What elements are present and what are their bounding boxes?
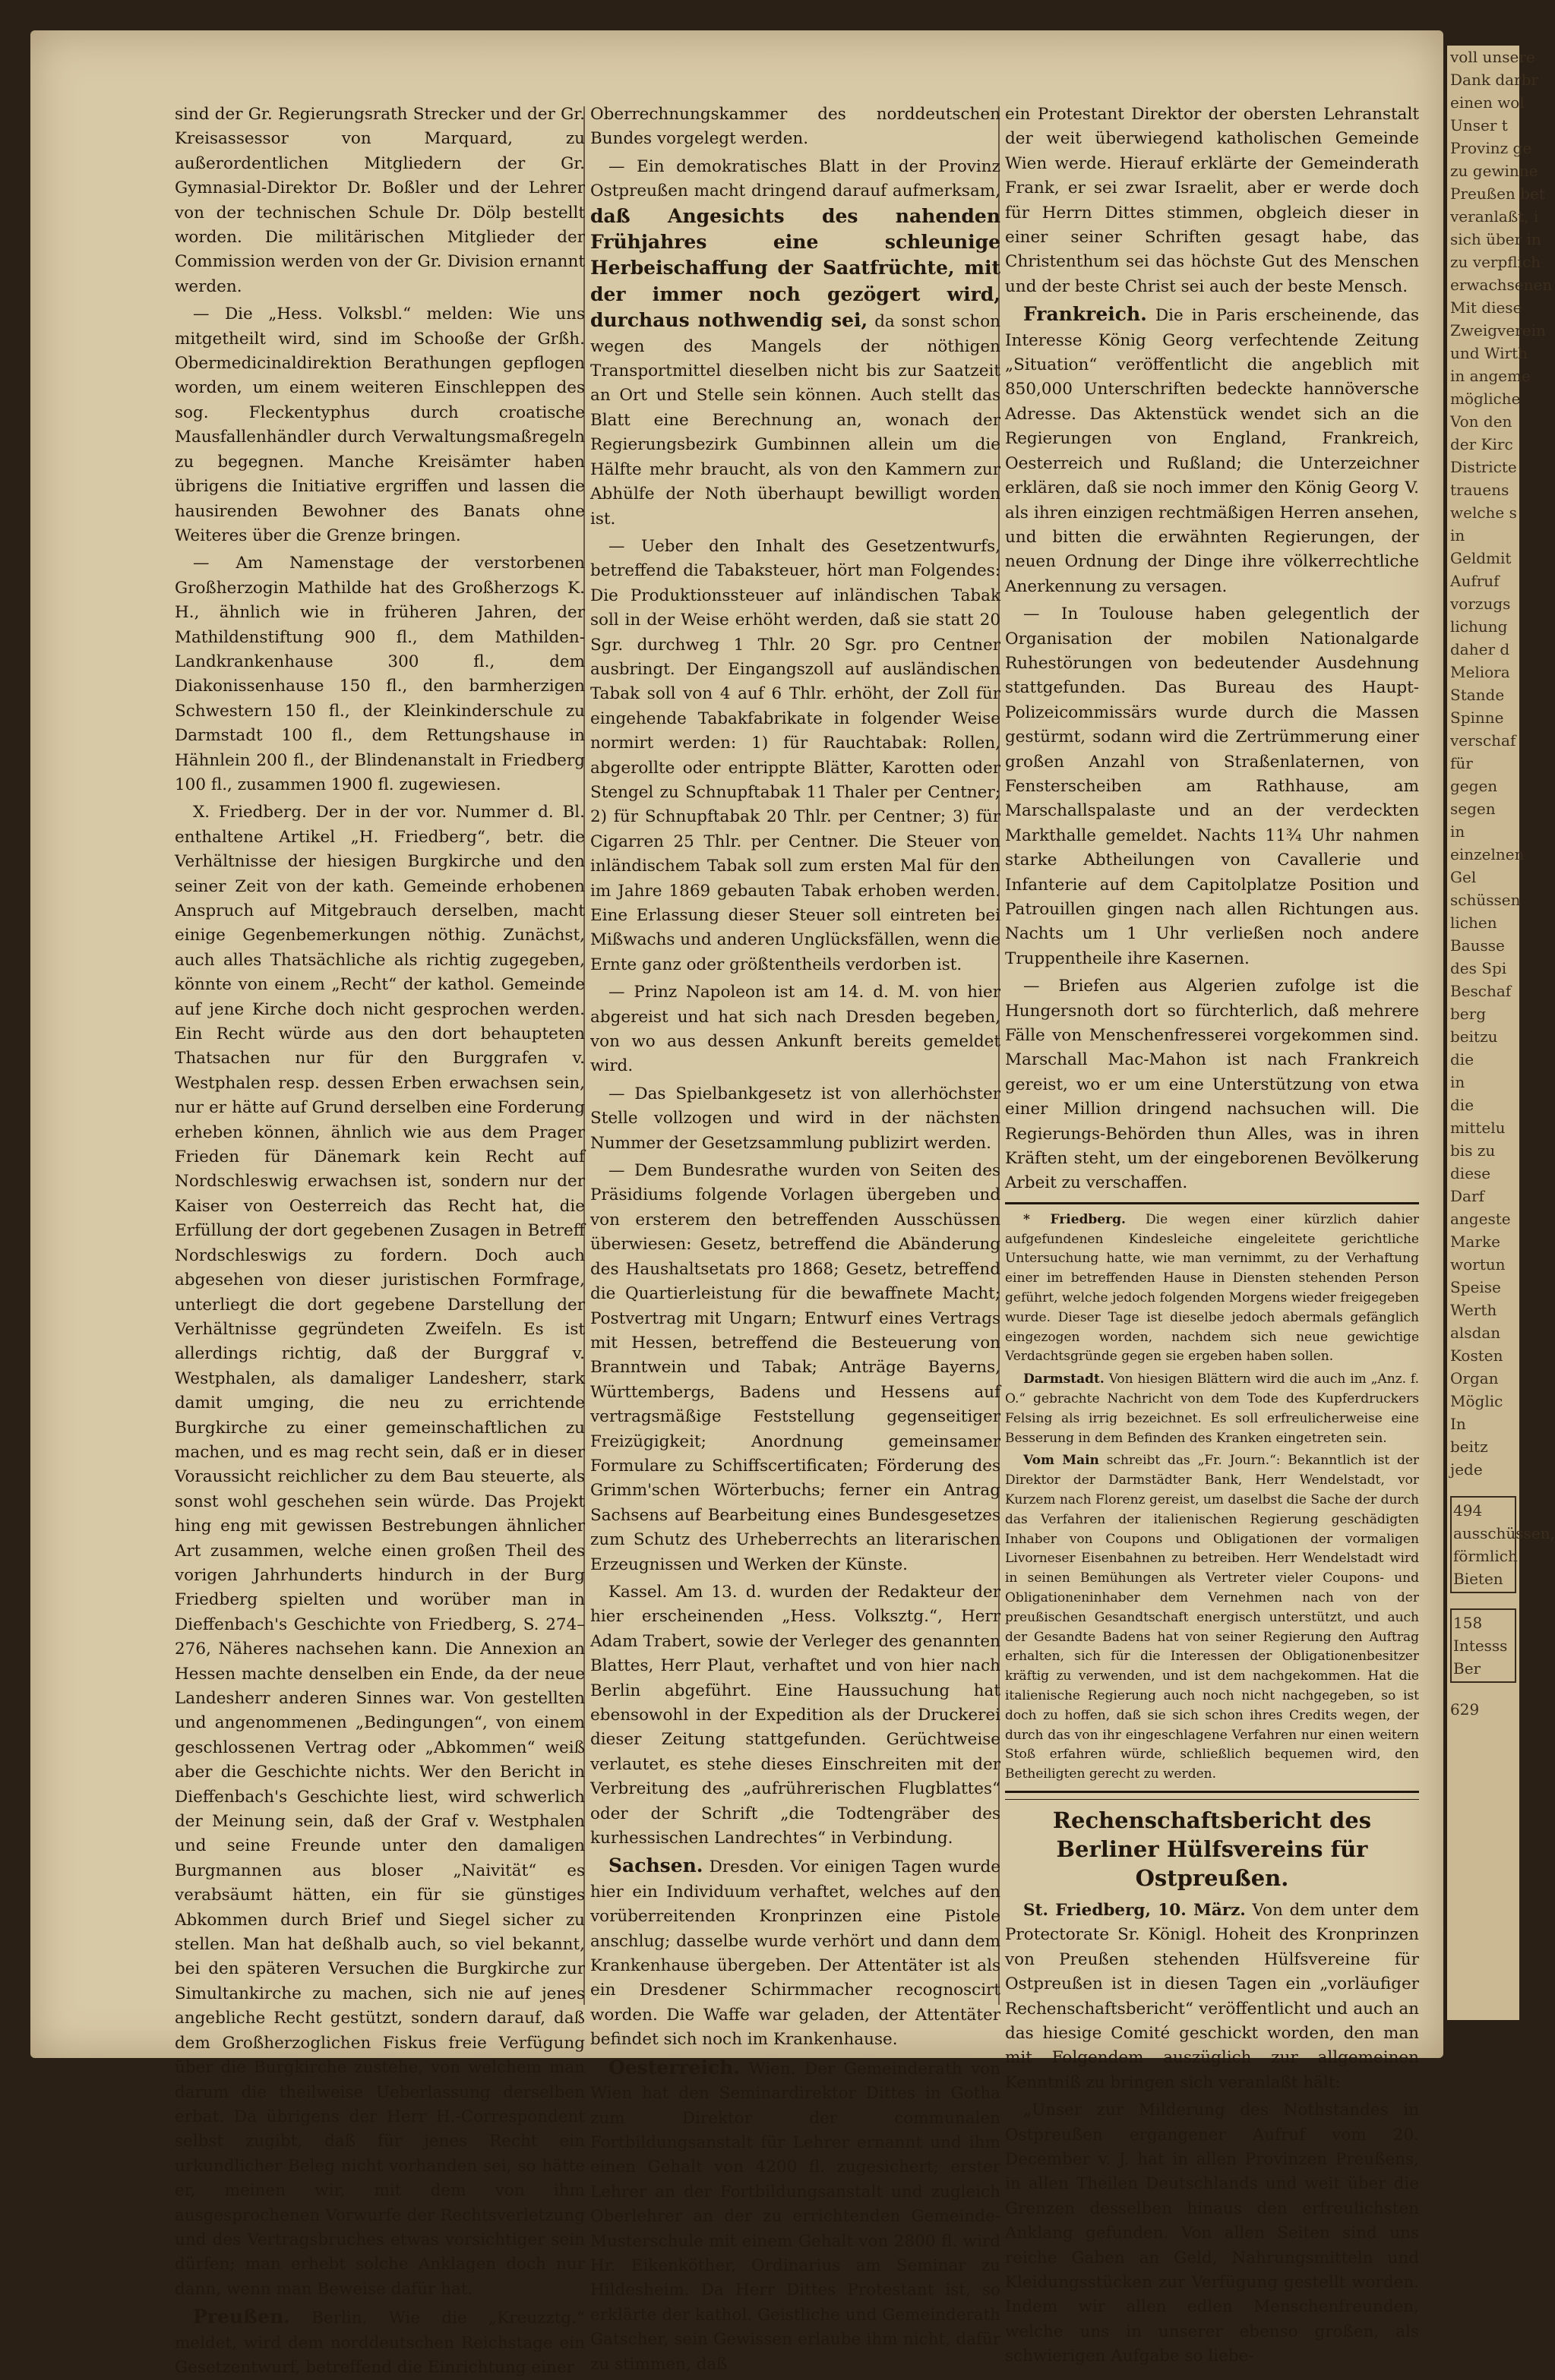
adjacent-page-line: in <box>1450 526 1465 544</box>
adjacent-page-line: vorzugs <box>1450 595 1511 613</box>
adjacent-page-line: Dank darbr <box>1450 71 1538 89</box>
adjacent-page-line: lichen <box>1450 914 1497 932</box>
article-paragraph: Kassel. Am 13. d. wurden der Redakteur der hier erscheinenden „Hess. Volksztg.“, Herr Adam Trabert, sowie der Verleger des genannten Blattes, Herr Plaut, verhaftet und von hier nach Berlin abgeführt. Eine Haussuchung hat ebensowohl in der Expedition als der Druckerei dieser Zeitung stattgefunden. Gerüchtweise verlautet, es stehe dieses Einschreiten mit der Verbreitung des „aufrührerischen Flugblattes“ oder der Schrift „die Todtengräber des kurhessischen Landrechtes“ in Verbindung. <box>590 1582 1000 1848</box>
adjacent-page-line: Möglic <box>1450 1392 1503 1410</box>
emphasized-text: daß Angesichts des nahenden Frühjahres eine schleunige Herbeischaffung der Saatfrüchte, mit der immer noch gezögert wird, durchaus nothwendig sei, <box>590 204 1000 332</box>
adjacent-page-line: daher d <box>1450 640 1510 658</box>
adjacent-page-line: angeste <box>1450 1210 1511 1228</box>
adjacent-page-line: Darf <box>1450 1187 1484 1205</box>
adjacent-page-line: segen <box>1450 800 1496 818</box>
article-paragraph <box>590 1854 1000 2052</box>
article-paragraph <box>1005 1899 1419 2095</box>
adjacent-page-line: Stande <box>1450 686 1505 704</box>
article-paragraph: — Ueber den Inhalt des Gesetzentwurfs, betreffend die Tabaksteuer, hört man Folgendes: Die Produktionssteuer auf inländischen Tabak soll in der Weise erhöht werden, daß sie statt 20 Sgr. durchweg 1 Thlr. 20 Sgr. pro Centner ausbringt. Der Eingangszoll auf ausländischen Tabak soll von 4 auf 6 Thlr. erhöht, der Zoll für eingehende Tabakfabrikate in folgender Weise normirt werden: 1) für Rauchtabak: Rollen, abgerollte oder entrippte Blätter, Karotten oder Stengel zu Schnupftabak 11 Thaler per Centner; 2) für Schnupftabak 20 Thlr. per Centner; 3) für Cigarren 25 Thlr. per Centner. Die Steuer von inländischem Tabak soll zum ersten Mal für den im Jahre 1869 gebauten Tabak erhoben werden. Eine Erlassung dieser Steuer soll eintreten bei Mißwachs und anderen Unglücksfällen, wenn die Ernte ganz oder größtentheils verdorben ist. <box>590 536 1000 974</box>
adjacent-page-line: sich über in <box>1450 230 1541 248</box>
adjacent-page-line: in <box>1450 1073 1465 1091</box>
article-paragraph: — Briefen aus Algerien zufolge ist die Hungersnoth dort so fürchterlich, daß mehrere Fälle von Menschenfresserei vorgekommen sind. Marschall Mac-Mahon ist nach Frankreich gereist, wo er um eine Unterstützung von etwa einer Million dringend nachsuchen will. Die Regierungs-Behörden thun Alles, was in ihren Kräften steht, um der eingeborenen Bevölkerung Arbeit zu verschaffen. <box>1005 977 1419 1193</box>
adjacent-page-line: In <box>1450 1415 1466 1433</box>
adjacent-page-line: voll unsere <box>1450 48 1535 66</box>
news-item <box>1005 1370 1419 1448</box>
article-text: Wien. Der Gemeinderath von Wien hat den Seminardirektor Dittes in Gotha zum Direktor der communalen Fortbildungsanstalt für Lehrer ernannt und ihm einen Gehalt von 4200 fl. zugesichert; erster Lehrer an der Fortbildungsanstalt und zugleich Oberlehrer an der zu errichtenden Gemeinde-Musterschule mit einem Gehalt von 2800 fl. wird Hr. Eikenköther, Ordinarius am Seminar zu Hildesheim. Da Herr Dittes Protestant ist, so erklärte der kathol. Geistliche und Gemeinderath Gatscher, sein Gewissen erlaube ihm nicht, dafür zu stimmen, daß <box>590 2059 1001 2374</box>
adjacent-page-line: Werth <box>1450 1301 1497 1319</box>
article-paragraph: — Dem Bundesrathe wurden von Seiten des Präsidiums folgende Vorlagen übergeben und von ersterem den betreffenden Ausschüssen überwiesen: Gesetz, betreffend die Abänderung des Haushaltsetats pro 1868; Gesetz, betreffend die Quartierleistung für die bewaffnete Macht; Postvertrag mit Ungarn; Entwurf eines Vertrags mit Hessen, betreffend die Besteuerung von Branntwein und Tabak; Anträge Bayerns, Württembergs, Badens und Hessens auf vertragsmäßige Feststellung gegenseitiger Freizügigkeit; Anordnung gemeinsamer Formulare zu Schiffscertificaten; Förderung des Grimm'schen Wörterbuchs; ferner ein Antrag Sachsens auf Bearbeitung eines Bundesgesetzes zum Schutz des Urheberrechts an literarischen Erzeugnissen und Werken der Künste. <box>590 1161 1000 1574</box>
adjacent-page-strip <box>1447 46 1555 2020</box>
news-heading: Vom Main <box>1023 1453 1099 1469</box>
adjacent-page-line: für <box>1450 754 1473 772</box>
adjacent-page-line: in angeme <box>1450 367 1531 385</box>
article-paragraph: ein Protestant Direktor der obersten Lehranstalt der weit überwiegend katholischen Gemeinde Wien werde. Hierauf erklärte der Gemeinderath Frank, er sei zwar Israelit, aber er werde doch für Herrn Dittes stimmen, obgleich dieser in einer seiner Schriften gesagt habe, das Christenthum sei das höchste Gut des Menschen und der beste Christ sei auch der beste Mensch. <box>1005 105 1419 296</box>
adjacent-page-line: veranlaßt, i <box>1450 207 1539 226</box>
article-paragraph: X. Friedberg. Der in der vor. Nummer d. Bl. enthaltene Artikel „H. Friedberg“, betr. die Verhältnisse der hiesigen Burgkirche und den seiner Zeit von der kath. Gemeinde erhobenen Anspruch auf Mitgebrauch derselben, macht einige Gegenbemerkungen nöthig. Zunächst, auch alles Thatsächliche als richtig zugegeben, könnte von einem „Recht“ der kathol. Gemeinde auf jene Kirche doch nicht gesprochen werden. Ein Recht würde aus den dort behaupteten Thatsachen nur für den Burggrafen v. Westphalen resp. dessen Erben erwachsen sein, nur er hätte auf Grund derselben eine Forderung erheben können, ähnlich wie aus dem Prager Frieden für Dänemark kein Recht auf Nordschleswig erwachsen ist, sondern nur der Kaiser von Oesterreich das Recht hat, die Erfüllung der dort gegebenen Zusagen in Betreff Nordschleswigs zu fordern. Doch auch abgesehen von dieser juristischen Formfrage, unterliegt die dort gegebene Darstellung der Verhältnisse gegründeten Zweifeln. Es ist allerdings richtig, daß der Burggraf v. Westphalen, als damaliger Landesherr, stark damit umging, die neu zu errichtende Burgkirche zu einer gemeinschaftlichen zu machen, und es mag recht sein, daß er in dieser Voraussicht reichlicher zu dem Bau steuerte, als sonst wohl geschehen sein würde. Das Projekt hing eng mit gewissen Bestrebungen ähnlicher Art zusammen, welche einen großen Theil des vorigen Jahrhunderts hindurch in der Burg Friedberg spielten und worüber man in Dieffenbach's Geschichte von Friedberg, S. 274–276, Näheres nachsehen kann. Die Annexion an Hessen machte denselben ein Ende, da der neue Landesherr anderen Sinnes war. Von gestellten und angenommenen „Bedingungen“, von einem geschlossenen Vertrag oder „Abkommen“ weiß aber die Geschichte nichts. Wer den Bericht in Dieffenbach's Geschichte liest, wird schwerlich der Meinung sein, daß der Graf v. Westphalen und seine Freunde unter den damaligen Burgmannen aus bloser „Naivität“ es verabsäumt hätten, ein für sie günstiges Abkommen durch Brief und Siegel sicher zu stellen. Man hat deßhalb auch, so viel bekannt, bei den späteren Versuchen die Burgkirche zur Simultankirche zu machen, sich nie auf jenes angebliche Recht gestützt, sondern darauf, daß dem Großherzoglichen Fiskus freie Verfügung über die Burgkirche zustehe, von welchem man darum die theilweise Ueberlassung derselben erbat. Da übrigens der Herr H.-Correspondent selbst zugibt, daß für jenes Recht ein urkundlicher Beleg nicht vorhanden sei, so hätte er, meinen wir, mit dem von ihm ausgesprochenen Vorwurfe der Rechtsverletzung und des Vertragsbruches etwas vorsichtiger sein dürfen; man erhebt solche Anklagen doch nur dann, wenn man Beweise dafür hat. <box>175 803 585 2299</box>
adjacent-page-line: Zweigverein <box>1450 321 1546 339</box>
adjacent-page-line: Aufruf <box>1450 572 1500 590</box>
adjacent-page-line: Von den <box>1450 412 1512 431</box>
news-text: Die wegen einer kürzlich dahier aufgefundenen Kindesleiche eingeleitete gerichtliche Untersuchung hatte, wie man vernimmt, zu der Verhaftung einer im betreffenden Hause in Diensten stehenden Person geführt, welche jedoch folgenden Morgens wieder freigegeben wurde. Dieser Tage ist dieselbe jedoch abermals gefänglich eingezogen worden, nachdem sich neue gewichtige Verdachtsgründe gegen sie ergeben haben sollen. <box>1005 1211 1419 1365</box>
news-text: Von hiesigen Blättern wird die auch im „Anz. f. O.“ gebrachte Nachricht von dem Tode des Kupferdruckers Felsing als irrig bezeichnet. Es soll erfreulicherweise eine Besserung in dem Befinden des Kranken eingetreten sein. <box>1005 1371 1420 1446</box>
article-paragraph <box>1005 302 1419 599</box>
section-heading-preussen: Preußen. <box>193 2306 290 2328</box>
adjacent-page-box-2: 158 Intesss Ber <box>1450 1608 1516 1683</box>
adjacent-page-line: lichung <box>1450 617 1508 636</box>
adjacent-page-line: Provinz ge <box>1450 139 1532 157</box>
adjacent-page-line: Speise <box>1450 1278 1501 1296</box>
article-paragraph: — Die „Hess. Volksbl.“ melden: Wie uns mitgetheilt wird, sind im Schooße der Grßh. Obermedicinaldirektion Berathungen gepflogen worden, um einem weiteren Einschleppen des sog. Fleckentyphus durch croatische Mausfallenhändler durch Verwaltungsmaßregeln zu begegnen. Manche Kreisämter haben übrigens die Initiative ergriffen und lassen die hausirenden Bewohner des Banats ohne Weiteres über die Grenze bringen. <box>175 305 585 545</box>
article-text: — Ein demokratisches Blatt in der Provinz Ostpreußen macht dringend darauf aufmerksam, <box>590 156 1000 201</box>
adjacent-page-line: wortun <box>1450 1255 1506 1274</box>
adjacent-page-line: Bausse <box>1450 936 1505 955</box>
adjacent-page-line: Unser t <box>1450 116 1508 134</box>
article-paragraph <box>590 155 1000 532</box>
dateline: St. Friedberg, 10. März. <box>1023 1900 1246 1920</box>
adjacent-page-number: 629 <box>1450 1700 1480 1719</box>
adjacent-page-line: jede <box>1450 1460 1483 1479</box>
adjacent-page-text <box>1447 46 1553 1481</box>
adjacent-page-box-1: 494 ausschüssen, förmlich Bieten <box>1450 1496 1516 1593</box>
local-news-block <box>1005 1211 1419 1785</box>
adjacent-page-line: mögliche <box>1450 390 1521 408</box>
section-heading-sachsen: Sachsen. <box>608 1854 703 1877</box>
adjacent-page-line: in <box>1450 822 1465 841</box>
adjacent-page-line: trauens <box>1450 481 1509 499</box>
adjacent-page-line: einzelnen <box>1450 845 1525 863</box>
article-paragraph <box>175 2305 585 2380</box>
news-text: schreibt das „Fr. Journ.“: Bekanntlich ist der Direktor der Darmstädter Bank, Herr Wendelstadt, vor Kurzem nach Florenz gereist, um daselbst die Sache der durch das Verfahren der italienischen Regierung geschädigten Inhaber von Coupons und Obligationen der vormaligen Livorneser Eisenbahnen zu betreiben. Herr Wendelstadt wird in seinen Bemühungen als Vertreter vieler Coupons- und Obligationeninhaber dem Vernehmen nach von der preußischen Gesandtschaft energisch unterstützt, und auch der Gesandte Badens hat von seiner Regierung den Auftrag erhalten, sich für die Interessen der Obligationenbesitzer kräftig zu verwenden, und ist dem nachgekommen. Hat die italienische Regierung auch noch nicht nachgegeben, so ist doch zu hoffen, daß sie sich schon ihres Credits wegen, der durch das von ihr eingeschlagene Verfahren nur einen weitern Stoß erfahren würde, schließlich bequemen wird, den Betheiligten gerecht zu werden. <box>1005 1453 1420 1782</box>
adjacent-page-line: erwachsenen <box>1450 276 1553 294</box>
adjacent-page-line: zu gewinne <box>1450 162 1538 180</box>
adjacent-page-line: Meliora <box>1450 663 1510 681</box>
adjacent-page-line: verschaf <box>1450 731 1516 750</box>
adjacent-page-line: berg <box>1450 1005 1487 1023</box>
adjacent-page-line: die <box>1450 1096 1474 1114</box>
section-divider <box>1005 1202 1419 1204</box>
adjacent-page-line: mittelu <box>1450 1119 1506 1137</box>
report-title: Rechenschaftsbericht des Berliner Hülfsvereins für Ostpreußen. <box>1052 1807 1372 1891</box>
adjacent-page-line: Mit diese <box>1450 298 1522 317</box>
news-item <box>1005 1211 1419 1367</box>
column-2 <box>590 103 1001 2374</box>
section-divider-thin <box>1005 1799 1419 1800</box>
article-paragraph: — In Toulouse haben gelegentlich der Organisation der mobilen Nationalgarde Ruhestörungen von bedeutender Ausdehnung stattgefunden. Das Bureau des Haupt-Polizeicommissärs wurde durch die Massen gestürmt, sodann wird die Zertrümmerung einer großen Anzahl von Straßenlaternen, von Fensterscheiben am Rathhause, am Marschallspalaste und an der verdeckten Markthalle gemeldet. Nachts 11¾ Uhr nahmen starke Abtheilungen von Cavallerie und Infanterie auf dem Capitolplatze Position und Patrouillen gingen nach allen Richtungen aus. Nachts um 1 Uhr verließen noch andere Truppentheile ihre Kasernen. <box>1005 604 1419 968</box>
adjacent-page-line: Gel <box>1450 868 1477 886</box>
section-heading-frankreich: Frankreich. <box>1023 303 1147 326</box>
adjacent-page-line: Kosten <box>1450 1346 1503 1365</box>
adjacent-page-line: alsdan <box>1450 1324 1501 1342</box>
article-paragraph: Oberrechnungskammer des norddeutschen Bundes vorgelegt werden. <box>590 105 1000 149</box>
news-item <box>1005 1451 1419 1785</box>
article-text: Dresden. Vor einigen Tagen wurde hier ein Individuum verhaftet, welches auf den vorüberreitenden Kronprinzen eine Pistole anschlug; dasselbe wurde verhört und dann dem Krankenhause übergeben. Der Attentäter ist als ein Dresdener Schirmmacher recognoscirt worden. Die Waffe war geladen, der Attentäter befindet sich noch im Krankenhause. <box>590 1858 1000 2050</box>
adjacent-page-line: diese <box>1450 1164 1491 1182</box>
section-heading-oesterreich: Oesterreich. <box>608 2056 741 2079</box>
article-paragraph: — Das Spielbankgesetz ist von allerhöchster Stelle vollzogen und wird in der nächsten Nummer der Gesetzsammlung publizirt werden. <box>590 1084 1000 1153</box>
adjacent-page-line: bis zu <box>1450 1141 1496 1160</box>
article-paragraph: — Prinz Napoleon ist am 14. d. M. von hier abgereist und hat sich nach Dresden begeben, von wo aus dessen Ankunft bereits gemeldet wird. <box>590 983 1000 1076</box>
article-text: da sonst schon wegen des Mangels der nöthigen Transportmittel dieselben nicht bis zur Saatzeit an Ort und Stelle sein können. Auch stellt das Blatt eine Berechnung an, wonach der Regierungsbezirk Gumbinnen allein um die Hälfte mehr braucht, als von den Kammern zur Abhülfe der Noth überhaupt bewilligt worden ist. <box>590 312 1000 529</box>
adjacent-page-line: Organ <box>1450 1369 1499 1387</box>
article-paragraph <box>590 2056 1000 2377</box>
adjacent-page-line: schüssen <box>1450 891 1521 909</box>
news-heading: * Friedberg. <box>1023 1211 1126 1227</box>
article-paragraph: „Unser zur Milderung des Nothstandes in Ostpreußen ergangener Aufruf vom 20. December v. J. hat in allen Provinzen Preußens, in allen Theilen Deutschlands und weit über die Grenzen desselben hinaus den erfreulichsten Anklang gefunden. Von allen Seiten sind uns reiche Gaben an Geld, Nahrungsmitteln und Kleidungsstücken zur Verfügung gestellt worden. Indem wir allen edlen Menschenfreunden, welche uns in unserer ebenso großen, als schwierigen Aufgabe so liebe- <box>1005 2101 1419 2366</box>
adjacent-page-line: welche s <box>1450 503 1517 522</box>
adjacent-page-line: die <box>1450 1050 1474 1068</box>
news-heading: Darmstadt. <box>1023 1371 1105 1387</box>
adjacent-page-line: Spinne <box>1450 709 1504 727</box>
adjacent-page-line: Districte <box>1450 458 1517 476</box>
column-3 <box>1005 103 1420 2366</box>
adjacent-page-line: zu verpflich <box>1450 253 1541 271</box>
article-paragraph: — Am Namenstage der verstorbenen Großherzogin Mathilde hat des Großherzogs K. H., ähnlich wie in früheren Jahren, der Mathildenstiftung 900 fl., dem Mathilden-Landkrankenhause 300 fl., dem Diakonissenhause 150 fl., den barmherzigen Schwestern 150 fl., der Kleinkinderschule zu Darmstadt 100 fl., dem Rettungshause in Hähnlein 200 fl., der Blindenanstalt in Friedberg 100 fl., zusammen 1900 fl. zugewiesen. <box>175 554 585 794</box>
adjacent-page-line: und Wirth <box>1450 344 1528 362</box>
adjacent-page-line: des Spi <box>1450 959 1507 977</box>
adjacent-page-line: Preußen bet <box>1450 185 1545 203</box>
column-1 <box>175 103 585 2377</box>
adjacent-page-line: einen wol <box>1450 93 1525 112</box>
section-divider <box>1005 1791 1419 1793</box>
adjacent-page-line: beitz <box>1450 1438 1488 1456</box>
adjacent-page-line: gegen <box>1450 777 1498 795</box>
adjacent-page-line: beitzu <box>1450 1027 1498 1046</box>
article-text: Berlin. Wie die „Kreuzztg.“ meldet, wird dem norddeutschen Reichstage ein Gesetzentwurf, betreffend die Einrichtung einer <box>175 2309 585 2377</box>
adjacent-page-line: Geldmit <box>1450 549 1512 567</box>
adjacent-page-line: Beschaf <box>1450 982 1512 1000</box>
adjacent-page-line: der Kirc <box>1450 435 1513 453</box>
article-paragraph: sind der Gr. Regierungsrath Strecker und der Gr. Kreisassessor von Marquard, zu außerordentlichen Mitgliedern der Gr. Gymnasial-Direktor Dr. Boßler und der Lehrer von der technischen Schule Dr. Dölp bestellt worden. Die militärischen Mitglieder der Commission werden von der Gr. Division ernannt werden. <box>175 105 585 296</box>
adjacent-page-line: Marke <box>1450 1233 1500 1251</box>
article-text: Von dem unter dem Protectorate Sr. Königl. Hoheit des Kronprinzen von Preußen stehenden Hülfsvereine für Ostpreußen ist in diesen Tagen ein „vorläufiger Rechenschaftsbericht“ veröffentlicht und auch an das hiesige Comité geschickt worden, den man mit Folgendem auszüglich zur allgemeinen Kenntniß zu bringen sich veranlaßt hält: <box>1005 1900 1419 2092</box>
article-text: Die in Paris erscheinende, das Interesse König Georg verfechtende Zeitung „Situation“ veröffentlicht die angeblich mit 850,000 Unterschriften bedeckte hannöversche Adresse. Das Aktenstück wendet sich an die Regierungen von England, Frankreich, Oesterreich und Rußland; die Unterzeichner erklären, daß sie noch immer den König Georg V. als ihren einzigen rechtmäßigen Herren ansehen, und bitten die erwähnten Regierungen, der neuen Ordnung der Dinge ihre völkerrechtliche Anerkennung zu versagen. <box>1005 306 1419 596</box>
